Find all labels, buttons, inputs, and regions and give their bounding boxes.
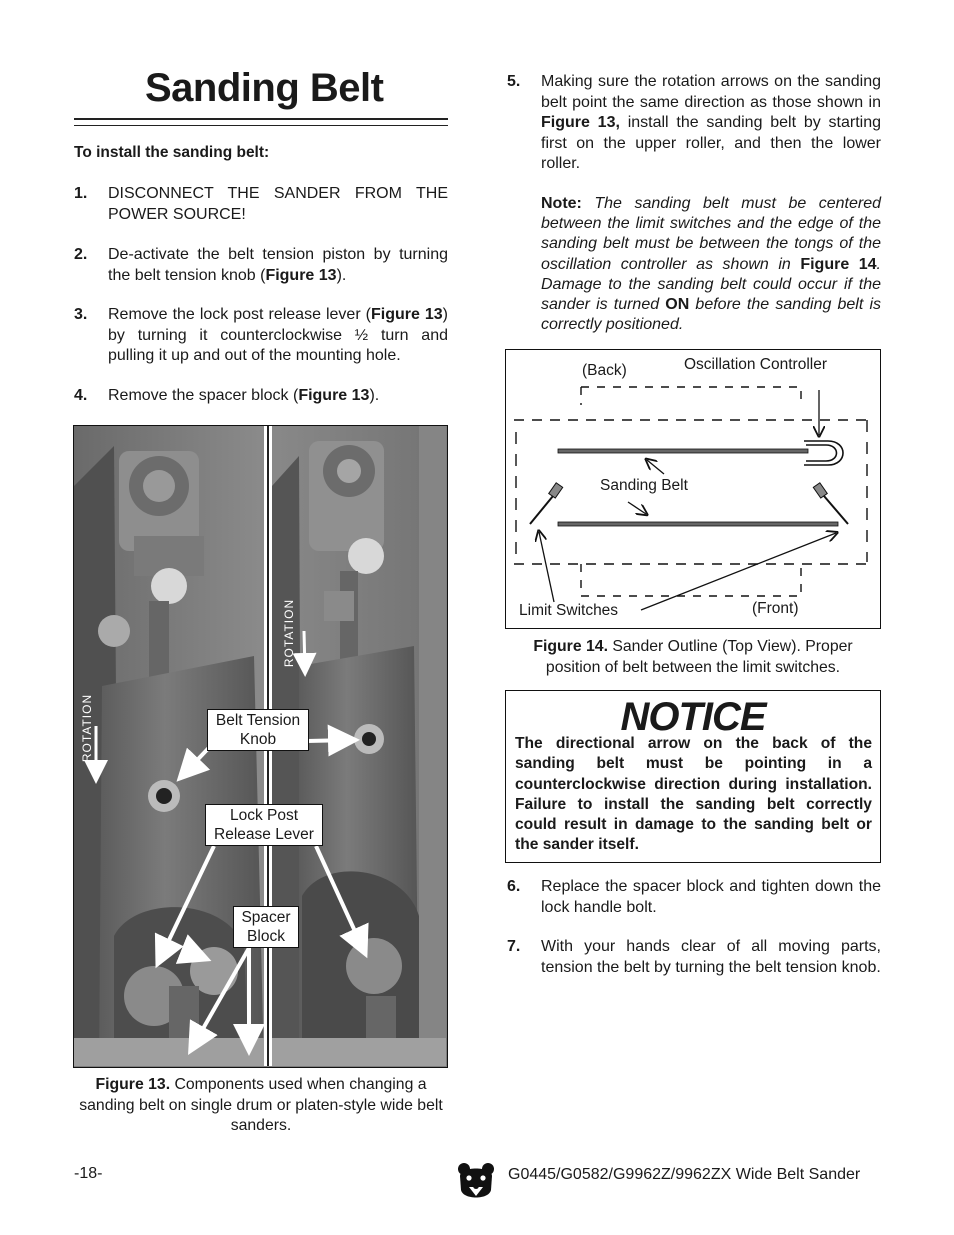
figure-14-caption: Figure 14. Sander Outline (Top View). Proper position of belt between the limit switches. (533, 638, 853, 676)
step-text: Making sure the rotation arrows on the sanding belt point the same direction as those shown in Figure 13, install the sanding belt by starting first on the upper roller, and then the lower roller. (541, 73, 882, 172)
figure-13-photo (73, 425, 448, 1068)
step-number: 6. (507, 878, 521, 895)
label-sanding-belt: Sanding Belt (600, 477, 688, 494)
label-front: (Front) (752, 600, 799, 617)
rotation-label-right: ROTATION (282, 598, 296, 668)
rotation-label-left: ROTATION (80, 693, 94, 763)
step-text: Remove the spacer block (Figure 13). (108, 387, 380, 404)
step-number: 5. (507, 73, 521, 90)
step-number: 3. (74, 306, 88, 323)
step-3 (74, 305, 448, 367)
callout-lock-post-release-lever: Lock Post Release Lever (205, 804, 323, 846)
notice-title: NOTICE (620, 695, 766, 739)
step-number: 7. (507, 938, 521, 955)
notice-body: The directional arrow on the back of the sanding belt must be pointing in a counterclockwise direction during installation. Failure to install the sanding belt correctly could result in damage to the sanding belt or the sander itself. (515, 735, 872, 854)
page-title: Sanding Belt (145, 66, 384, 110)
centering-note: Note: The sanding belt must be centered between the limit switches and the edge of the sanding belt must be between the tongs of the oscillation controller as shown in Figure 14. Damage to the sanding belt could occur if the sander is turned ON before the sanding belt is correctly positioned. (541, 195, 882, 334)
step-4 (74, 386, 448, 408)
step-6 (507, 877, 881, 919)
step-number: 1. (74, 185, 88, 202)
sander-outline-top-view (506, 350, 879, 627)
step-1 (74, 184, 448, 226)
bear-logo-icon (456, 1160, 496, 1209)
step-number: 2. (74, 246, 88, 263)
page-number: -18- (74, 1165, 103, 1182)
label-oscillation-controller: Oscillation Controller (684, 356, 827, 373)
title-rule-top (74, 118, 448, 120)
step-text: DISCONNECT THE SANDER FROM THE POWER SOURCE! (108, 185, 448, 223)
step-7 (507, 937, 881, 999)
step-text: With your hands clear of all moving parts, tension the belt by turning the belt tension knob. (541, 938, 881, 976)
notice-box (505, 690, 881, 863)
callout-spacer-block: Spacer Block (233, 906, 299, 948)
step-5 (507, 72, 881, 177)
step-text: De-activate the belt tension piston by turning the belt tension knob (Figure 13). (108, 246, 448, 284)
label-limit-switches: Limit Switches (519, 602, 619, 619)
instructions-lead: To install the sanding belt: (74, 144, 270, 161)
title-rule-bottom (74, 125, 448, 126)
step-text: Remove the lock post release lever (Figure 13) by turning it counterclockwise ½ turn and pulling it up and out of the mounting hole. (108, 306, 448, 364)
model-footer: G0445/G0582/G9962Z/9962ZX Wide Belt Sander (508, 1166, 861, 1183)
step-text: Replace the spacer block and tighten down the lock handle bolt. (541, 878, 881, 916)
figure-13-caption: Figure 13. Components used when changing a sanding belt on single drum or platen-style wide belt sanders. (79, 1076, 443, 1134)
figure-14-diagram (505, 349, 881, 629)
callout-belt-tension-knob: Belt Tension Knob (207, 709, 309, 751)
step-number: 4. (74, 387, 88, 404)
label-back: (Back) (582, 362, 627, 379)
step-2 (74, 245, 448, 287)
